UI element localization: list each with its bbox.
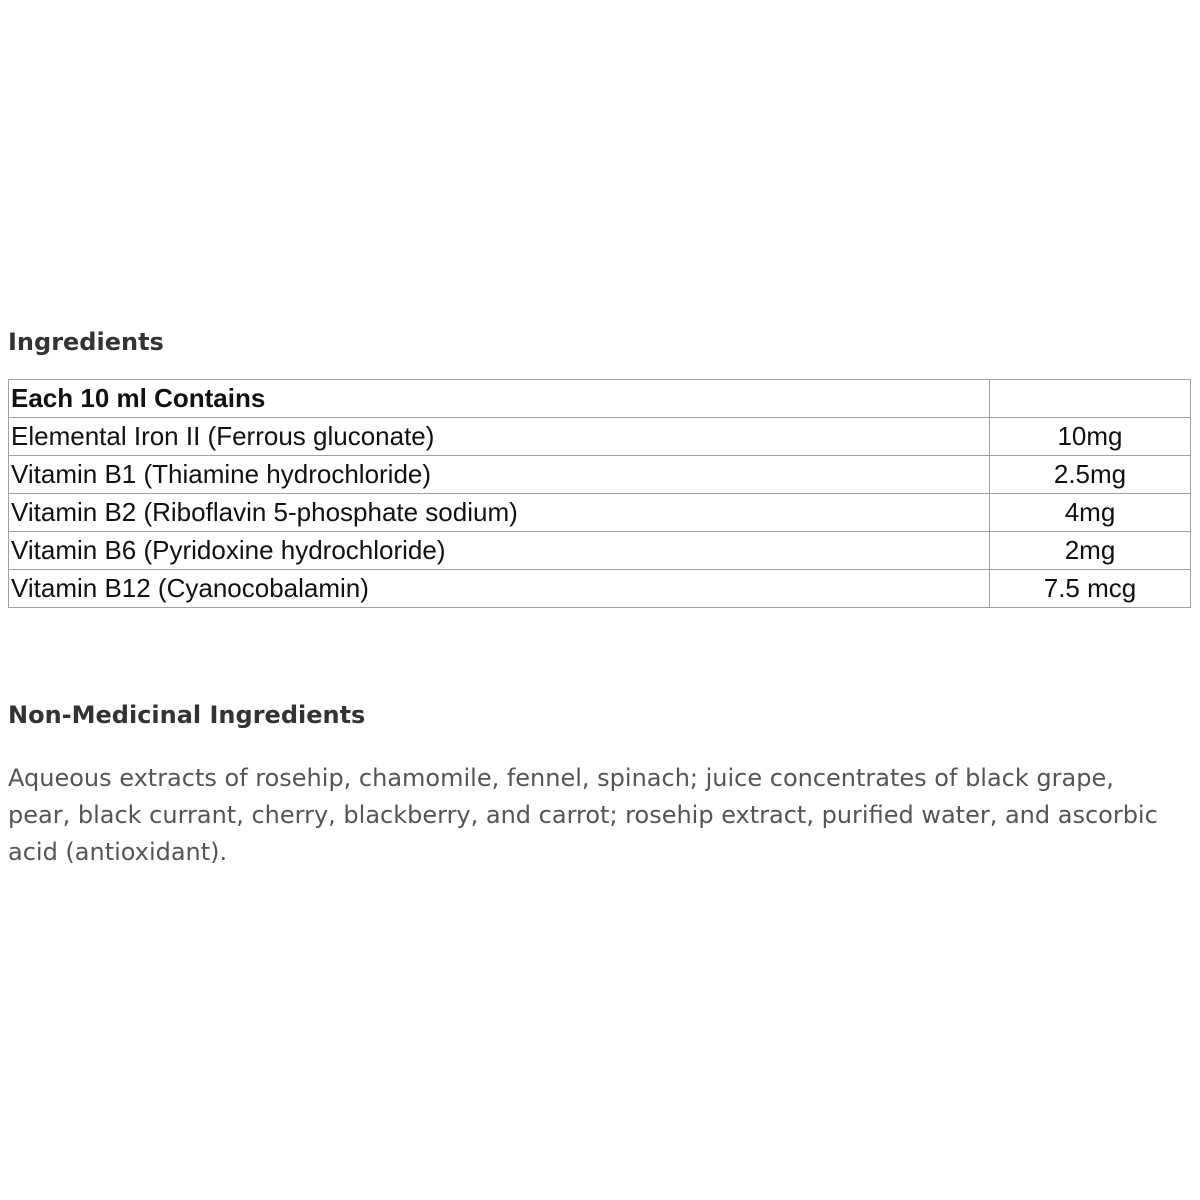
ingredient-name: Vitamin B1 (Thiamine hydrochloride)	[9, 456, 990, 494]
ingredient-name: Vitamin B2 (Riboflavin 5-phosphate sodium)	[9, 494, 990, 532]
ingredients-table	[8, 379, 1191, 608]
ingredients-heading: Ingredients	[8, 328, 164, 356]
table-row	[9, 570, 1191, 608]
ingredient-amount: 4mg	[990, 494, 1191, 532]
table-row	[9, 532, 1191, 570]
table-header-row	[9, 380, 1191, 418]
table-row	[9, 494, 1191, 532]
ingredient-name: Vitamin B12 (Cyanocobalamin)	[9, 570, 990, 608]
ingredient-name: Vitamin B6 (Pyridoxine hydrochloride)	[9, 532, 990, 570]
non-medicinal-text: Aqueous extracts of rosehip, chamomile, fennel, spinach; juice concentrates of black grape, pear, black currant, cherry, blackberry, and carrot; rosehip extract, purified water, and ascorbic acid (antioxidant).	[8, 764, 1158, 866]
table-header-amount-cell	[990, 380, 1191, 418]
ingredient-name: Elemental Iron II (Ferrous gluconate)	[9, 418, 990, 456]
table-header-cell: Each 10 ml Contains	[9, 380, 990, 418]
ingredient-amount: 10mg	[990, 418, 1191, 456]
ingredient-amount: 7.5 mcg	[990, 570, 1191, 608]
ingredient-amount: 2mg	[990, 532, 1191, 570]
ingredient-amount: 2.5mg	[990, 456, 1191, 494]
table-row	[9, 418, 1191, 456]
non-medicinal-heading: Non-Medicinal Ingredients	[8, 701, 366, 729]
table-row	[9, 456, 1191, 494]
